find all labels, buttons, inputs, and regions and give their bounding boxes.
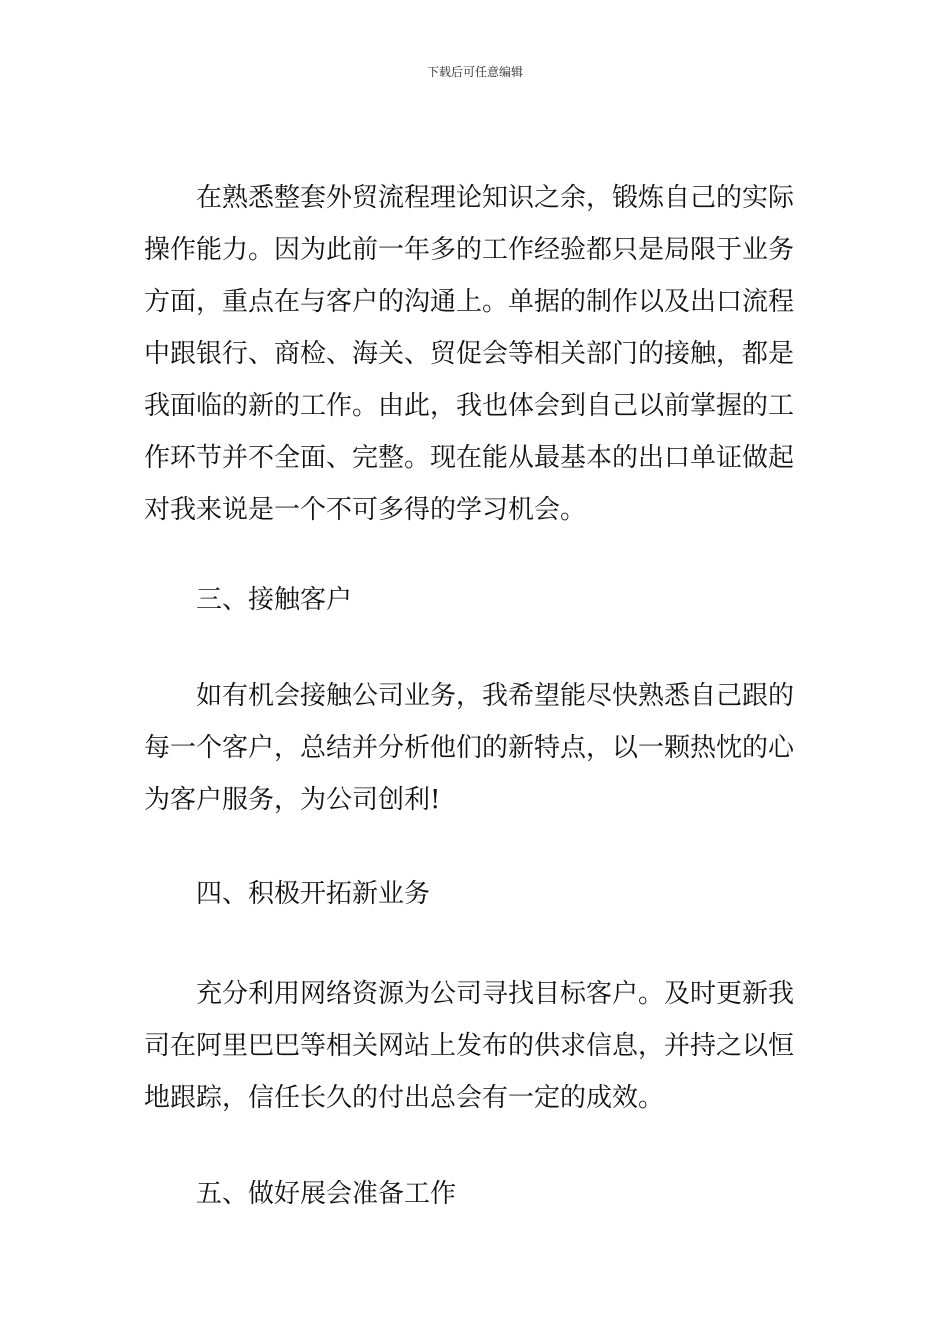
section-heading-5: 五、做好展会准备工作 — [196, 1179, 457, 1209]
paragraph-new-business: 充分利用网络资源为公司寻找目标客户。及时更新我司在阿里巴巴等相关网站上发布的供求信息，并持之以恒地跟踪，信任长久的付出总会有一定的成效。 — [144, 979, 795, 1113]
section-heading-4: 四、积极开拓新业务 — [196, 879, 431, 909]
header-note: 下载后可任意编辑 — [426, 65, 523, 79]
paragraph-customer-contact: 如有机会接触公司业务，我希望能尽快熟悉自己跟的每一个客户，总结并分析他们的新特点，以一颗热忱的心为客户服务，为公司创利! — [144, 681, 795, 815]
section-heading-3: 三、接触客户 — [196, 585, 353, 615]
paragraph-practical-skills: 在熟悉整套外贸流程理论知识之余，锻炼自己的实际操作能力。因为此前一年多的工作经验都只是局限于业务方面，重点在与客户的沟通上。单据的制作以及出口流程中跟银行、商检、海关、贸促会等相关部门的接触，都是我面临的新的工作。由此，我也体会到自己以前掌握的工作环节并不全面、完整。现在能从最基本的出口单证做起对我来说是一个不可多得的学习机会。 — [144, 183, 795, 525]
